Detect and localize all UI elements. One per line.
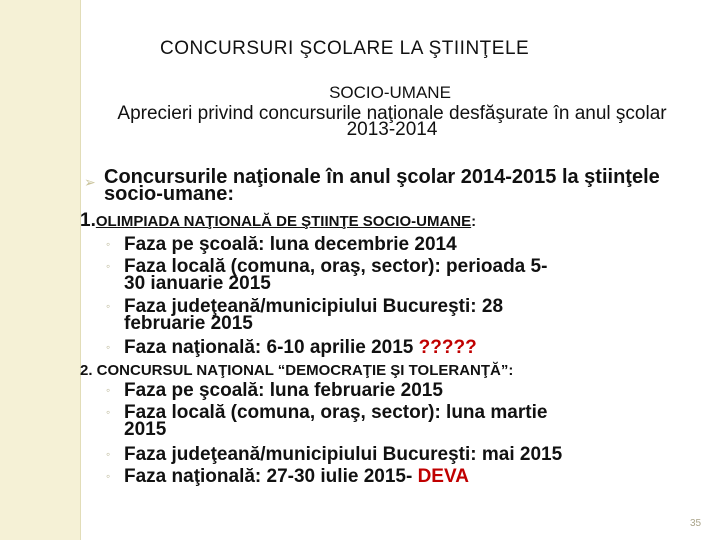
section1-colon: : <box>471 213 477 230</box>
list-item: ◦ Faza locală (comuna, oraş, sector): luna martie 2015 <box>106 402 548 440</box>
list-item: ◦ Faza judeţeană/municipiului Bucureşti: 28 februarie 2015 <box>106 296 504 334</box>
list-item: ◦ Faza pe şcoală: luna decembrie 2014 <box>106 234 457 255</box>
panel-divider <box>80 0 81 540</box>
left-decorative-panel <box>0 0 80 540</box>
bullet-icon: ◦ <box>106 237 111 251</box>
bullet-icon: ◦ <box>106 299 111 313</box>
list-item: ◦ Faza judeţeană/municipiului Bucureşti: mai 2015 <box>106 444 563 465</box>
subtitle: Aprecieri privind concursurile naţionale desfăşurate în anul şcolar 2013-2014 <box>117 103 667 140</box>
list-item: ◦ Faza pe şcoală: luna februarie 2015 <box>106 380 443 401</box>
arrow-bullet-icon: ➢ <box>84 174 96 190</box>
bullet-icon: ◦ <box>106 447 111 461</box>
section1-number: 1. <box>80 210 96 231</box>
title-line-2: SOCIO-UMANE <box>329 83 451 102</box>
list-item: ◦ Faza locală (comuna, oraş, sector): perioada 5- 30 ianuarie 2015 <box>106 256 548 294</box>
bullet-icon: ◦ <box>106 469 111 483</box>
section2-title: 2. CONCURSUL NAŢIONAL “DEMOCRAŢIE ŞI TOLERANŢĂ”: <box>80 362 514 379</box>
section1-title-text: OLIMPIADA NAŢIONALĂ DE ŞTIINŢE SOCIO-UMANE <box>95 213 472 230</box>
list-item: ◦ Faza naţională: 27-30 iulie 2015- DEVA <box>106 466 469 487</box>
unknown-marker: ????? <box>418 337 477 358</box>
section-heading: Concursurile naţionale în anul şcolar 2014-2015 la ştiinţele socio-umane: <box>104 166 660 205</box>
location-deva: DEVA <box>417 466 469 487</box>
bullet-icon: ◦ <box>106 383 111 397</box>
page-number: 35 <box>690 518 702 529</box>
bullet-icon: ◦ <box>106 259 111 273</box>
title-line-1: CONCURSURI ŞCOLARE LA ŞTIINŢELE <box>160 38 530 59</box>
bullet-icon: ◦ <box>106 405 111 419</box>
bullet-icon: ◦ <box>106 340 111 354</box>
list-item: ◦ Faza naţională: 6-10 aprilie 2015 ????? <box>106 337 477 358</box>
section1-title <box>80 210 476 232</box>
